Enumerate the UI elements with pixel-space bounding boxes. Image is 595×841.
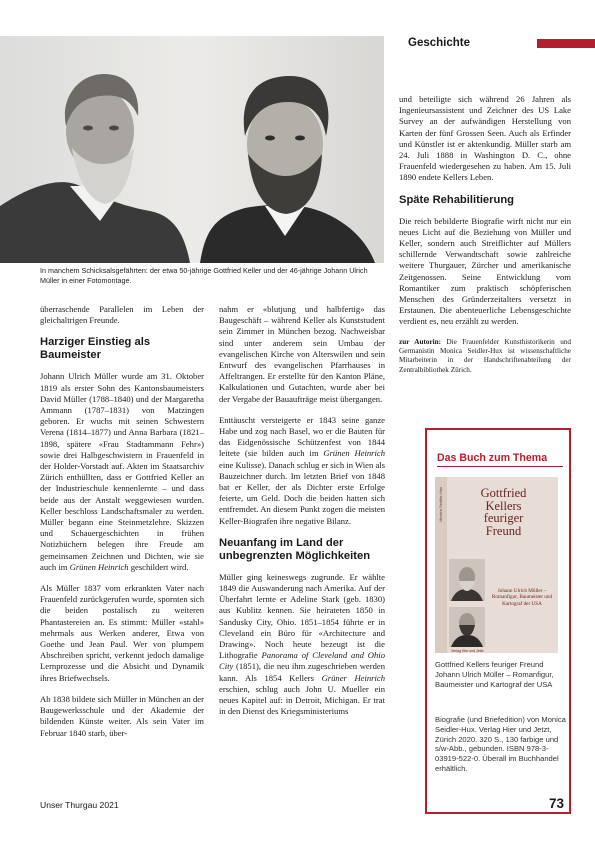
photo-caption: In manchem Schicksalsgefährten: der etwa 50-jährige Gottfried Keller und der 46-jährige Johann Ulrich Müller in einer Fotomontage.	[40, 266, 368, 285]
subheading: Neuanfang im Land der unbegrenzten Möglichkeiten	[219, 536, 371, 562]
cover-spine	[435, 477, 447, 653]
paragraph: Enttäuscht versteigerte er 1843 seine ganze Habe und zog nach Basel, wo er die Bauten für das Eidgenössische Schützenfest von 1844 leitete (sie bilden auch im Grünen Heinrich eine Kulisse). Danach schlug er sich in Wien als Bauzeichner durch. Im letzten Brief von 1848 bat er Keller, der als Dichter erste Erfolge feierte, um Geld. Doch die beiden hatten sich entfremdet. An diesem Punkt zogen die meisten Keller-Biografen ihre negative Bilanz.	[219, 414, 385, 526]
paragraph: Als Müller 1837 vom erkrankten Vater nach Frauenfeld zurückgerufen wurde, spornten sich die beiden postalisch zu weiteren Phantastereien an. Es stimmt: Müller «stahl» mehrmals aus Werken anderer, Etwa von Goethe und Jean Paul. Wer von plumpem Abschreiben spricht, verkennt jedoch damalige Lernprozesse und die Absicht und Dynamik ihres Briefwechsels.	[40, 583, 204, 683]
section-label: Geschichte	[408, 37, 470, 49]
article-column-1	[40, 304, 204, 749]
magazine-name: Unser Thurgau 2021	[40, 800, 119, 810]
author-note: zur Autorin: Die Frauenfelder Kunsthistorikerin und Germanistin Monica Seidler-Hux ist wissenschaftliche Mitarbeiterin in der Handschriftenabteilung der Zentralbibliothek Zürich.	[399, 337, 571, 374]
portrait-photo-montage	[0, 36, 384, 263]
paragraph: Ab 1838 bildete sich Müller in München an der Baugewerksschule und der Akademie der bildenden Künste weiter. Als sein Vater im Februar 1840 starb, über-	[40, 693, 204, 738]
paragraph: Die reich bebilderte Biografie wirft nicht nur ein neues Licht auf die Beziehung von Müller und Keller, sondern auch Streiflichter auf Müllers schillernde Verwandtschaft sowie zahlreiche weitere Thurgauer, Zürcher und amerikanische Zeitgenossen. Seine Entwicklung vom Romantiker zum praktisch schöpferischen Menschen des Gründerzeitalters versetzt in Erstaunen. Die abenteuerliche Lebensgeschichte verdient es, neu erzählt zu werden.	[399, 215, 571, 327]
article-column-3	[399, 94, 571, 385]
book-details-text: Biografie (und Briefedition) von Monica Seidler-Hux. Verlag Hier und Jetzt, Zürich 2020. 320 S., 130 farbige und s/w-Abb., gebunden. ISBN 978-3-03919-522-0. Überall im Buchhandel erhältlich.	[435, 715, 566, 773]
heading-rule	[437, 466, 563, 467]
paragraph: Müller ging keineswegs zugrunde. Er wählte 1849 die Auswanderung nach Amerika. Auf der Überfahrt lernte er Adeline Stark (geb. 1830) aus Kublitz kennen. Sie heirateten 1850 in Sandusky City, Ohio. 1851–1854 führte er in Cleveland ein Büro für «Architecture and Drawing». Noch heute bezeugt ist die Lithografie Panorama of Cleveland and Ohio City (1851), die neu ihm zugeschrieben werden kann. Als 1854 Kellers Grüner Heinrich erschien, schlug auch John U. Mueller ein neues Kapitel auf: in Detroit, Michigan. Er trat in den Dienst des Kriegsministeriums	[219, 571, 385, 717]
book-title-text: Gottfried Kellers feuriger Freund Johann Ulrich Müller – Romanfigur, Baumeister und Kartograf der USA	[435, 660, 554, 689]
cover-spine-text: Monica Seidler-Hux	[438, 487, 443, 522]
cover-subtitle: Johann Ulrich Müller – Romanfigur, Baumeister und Kartograf der USA	[491, 588, 553, 607]
cover-publisher: Verlag Hier und Jetzt	[451, 649, 484, 653]
page-number: 73	[549, 796, 565, 811]
paragraph: überraschende Parallelen im Leben der gleichaltrigen Freunde.	[40, 304, 204, 326]
cover-portrait-keller	[449, 559, 485, 601]
book-info-box	[425, 428, 571, 814]
cover-title: Gottfried Kellers feuriger Freund	[480, 486, 527, 538]
article-column-2	[219, 304, 385, 728]
subheading: Harziger Einstieg als Baumeister	[40, 336, 151, 362]
paragraph: und beteiligte sich während 26 Jahren als Ingenieursassistent und Zeichner des US Lake Survey an der aufwändigen Herstellung von Karten der fünf Grossen Seen. Auch als Erfinder und Künstler ist er aktenkundig. Müller starb am 24. Juli 1888 in Washington D. C., ohne Frauenfeld wiedergesehen zu haben. Am 15. Juli 1890 endete Kellers Leben.	[399, 94, 571, 183]
paragraph: Johann Ulrich Müller wurde am 31. Oktober 1819 als erster Sohn des Kantonsbaumeisters David Müller (1788–1840) und der Margaretha Ammann (1787–1831) von Matzingen geboren. Er wuchs mit seinen Schwestern Verena (1814–1877) und Anna Barbara (1821–1898, spätere «Frau Stadtammann Fehr») sowie drei Halbgeschwistern in Frauenfeld in der Holder-Vorstadt auf. Akten im Staatsarchiv Zürich enthüllten, dass er Gottfried Keller an der Industrieschule kennenlernte – und dass beide aus der Anstalt weggewiesen wurden. Keller beschloss Landschaftsmaler zu werden. Müller begann eine Steinmetzlehre. Skizzen und Schauergeschichten in frühen Notizbüchern belegen ihre Freude am gemeinsamen Zeichnen und Dichten, wie sie auch im Grünen Heinrich geschildert wird.	[40, 371, 204, 572]
book-box-heading: Das Buch zum Thema	[437, 452, 548, 464]
subheading: Späte Rehabilitierung	[399, 193, 514, 206]
book-cover	[435, 477, 558, 653]
paragraph: nahm er «blutjung und halbfertig» das Baugeschäft – während Keller als Kunststudent sein Zimmer in München bezog. Nachweisbar sind unter anderem sein Umbau der evangelischen Kirche von Alterswilen und sein Entwurf des evangelischen Pfarrhauses in Affeltrangen. Er erstellte für den Kanton Pläne, Kalkulationen und Gutachten, wurde aber bei der Vergabe der Bauaufträge meist übergangen.	[219, 304, 385, 404]
section-accent-bar	[537, 39, 595, 48]
cover-portrait-mueller	[449, 607, 485, 647]
